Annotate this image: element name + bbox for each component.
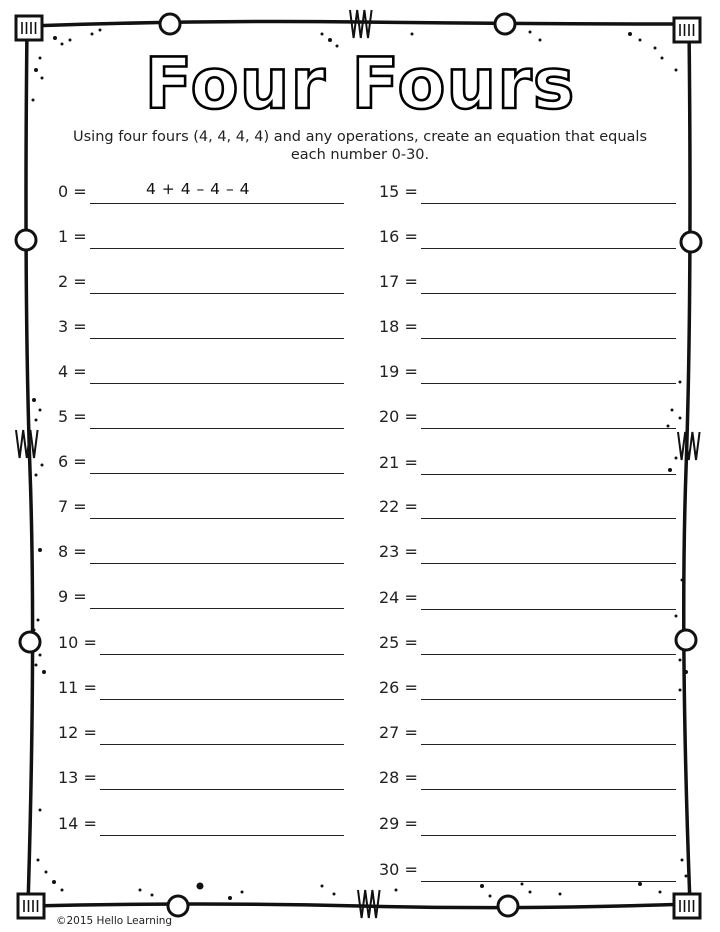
zigzag-icon	[350, 10, 372, 38]
equation-row	[379, 721, 679, 745]
border-right-line	[684, 26, 690, 904]
scatter-dot	[61, 889, 64, 892]
equation-row	[379, 586, 679, 610]
scatter-dot	[39, 809, 42, 812]
page-title: Four Fours	[144, 43, 576, 125]
instructions-text: Using four fours (4, 4, 4, 4) and any operations, create an equation that equals each number 0-30.	[73, 129, 647, 163]
scatter-dot	[91, 33, 94, 36]
scatter-dot	[529, 891, 532, 894]
answer-blank[interactable]	[90, 293, 344, 294]
answer-blank[interactable]	[90, 338, 344, 339]
scatter-dot	[675, 615, 678, 618]
border-circle-icon	[160, 14, 180, 34]
answer-blank[interactable]	[421, 789, 676, 790]
scatter-dot	[42, 670, 46, 674]
number-label: 25 =	[379, 633, 418, 652]
answer-blank[interactable]	[90, 608, 344, 609]
number-label: 24 =	[379, 588, 418, 607]
equation-row	[58, 540, 358, 564]
equation-row	[379, 540, 679, 564]
zigzag-icon	[358, 890, 380, 918]
equation-row	[379, 180, 679, 204]
equation-row	[58, 631, 358, 655]
scatter-dot	[35, 419, 38, 422]
scatter-dot	[521, 883, 524, 886]
number-label: 27 =	[379, 723, 418, 742]
number-label: 29 =	[379, 814, 418, 833]
scatter-dot	[395, 889, 398, 892]
number-label: 3 =	[58, 317, 87, 336]
answer-blank[interactable]	[90, 563, 344, 564]
scatter-dot	[684, 670, 688, 674]
equation-row	[58, 812, 358, 836]
answer-blank[interactable]	[100, 789, 344, 790]
equation-row	[379, 631, 679, 655]
equation-row	[379, 270, 679, 294]
number-label: 19 =	[379, 362, 418, 381]
scatter-dot	[39, 409, 42, 412]
scatter-dot	[559, 893, 562, 896]
number-label: 28 =	[379, 768, 418, 787]
scatter-dot	[411, 33, 414, 36]
equation-row	[379, 360, 679, 384]
answer-blank[interactable]	[421, 428, 676, 429]
number-label: 5 =	[58, 407, 87, 426]
number-label: 7 =	[58, 497, 87, 516]
scatter-dot	[681, 859, 684, 862]
answer-blank[interactable]	[90, 203, 344, 204]
answer-blank[interactable]	[421, 383, 676, 384]
zigzag-icon	[16, 430, 38, 458]
corner-box-icon	[16, 16, 42, 40]
number-label: 22 =	[379, 497, 418, 516]
corner-box-icon	[674, 894, 700, 918]
answer-blank[interactable]	[421, 203, 676, 204]
equation-row	[379, 495, 679, 519]
scatter-dot	[241, 891, 244, 894]
border-circle-icon	[681, 232, 701, 252]
answer-blank[interactable]	[421, 699, 676, 700]
answer-blank[interactable]	[90, 383, 344, 384]
answer-blank[interactable]	[421, 835, 676, 836]
scatter-dot	[628, 32, 632, 36]
scatter-dot	[35, 664, 38, 667]
border-circle-icon	[498, 896, 518, 916]
scatter-dot	[53, 36, 57, 40]
answer-blank[interactable]	[421, 609, 676, 610]
answer-blank[interactable]	[421, 293, 676, 294]
number-label: 6 =	[58, 452, 87, 471]
equation-row	[58, 405, 358, 429]
number-label: 11 =	[58, 678, 97, 697]
scatter-dot	[228, 896, 232, 900]
number-label: 4 =	[58, 362, 87, 381]
scatter-dot	[529, 31, 532, 34]
number-label: 20 =	[379, 407, 418, 426]
number-label: 16 =	[379, 227, 418, 246]
answer-blank[interactable]	[421, 338, 676, 339]
answer-blank[interactable]	[100, 654, 344, 655]
answer-blank[interactable]	[421, 518, 676, 519]
scatter-dot	[638, 882, 642, 886]
equation-row	[58, 270, 358, 294]
equation-row	[58, 585, 358, 609]
number-label: 0 =	[58, 182, 87, 201]
number-label: 30 =	[379, 860, 418, 879]
border-circle-icon	[495, 14, 515, 34]
number-label: 13 =	[58, 768, 97, 787]
scatter-dot	[321, 33, 324, 36]
scatter-dot	[685, 875, 688, 878]
border-circle-icon	[20, 632, 40, 652]
border-circle-icon	[168, 896, 188, 916]
number-label: 21 =	[379, 453, 418, 472]
equation-row	[58, 721, 358, 745]
scatter-dot	[38, 548, 42, 552]
border-left-line	[26, 28, 33, 905]
number-label: 17 =	[379, 272, 418, 291]
scatter-dot	[35, 474, 38, 477]
equation-row	[58, 450, 358, 474]
equation-row	[379, 766, 679, 790]
scatter-dot	[32, 398, 36, 402]
scatter-dot	[41, 464, 44, 467]
equation-row	[379, 812, 679, 836]
scatter-dot	[33, 629, 36, 632]
equation-row	[379, 676, 679, 700]
corner-box-icon	[18, 894, 44, 918]
scatter-dot	[45, 871, 48, 874]
number-label: 8 =	[58, 542, 87, 561]
border-circle-icon	[16, 230, 36, 250]
scatter-dot	[333, 893, 336, 896]
answer-blank[interactable]	[421, 474, 676, 475]
answer-blank[interactable]	[421, 744, 676, 745]
number-label: 10 =	[58, 633, 97, 652]
border-circle-icon	[676, 630, 696, 650]
equation-row	[58, 676, 358, 700]
scatter-dot	[52, 880, 56, 884]
equation-row	[379, 405, 679, 429]
answer-blank[interactable]	[100, 744, 344, 745]
scatter-dot	[99, 29, 102, 32]
scatter-dot	[197, 883, 204, 890]
scatter-dot	[679, 659, 682, 662]
scatter-dot	[659, 891, 662, 894]
answer-blank[interactable]	[421, 881, 676, 882]
corner-box-icon	[674, 18, 700, 42]
equation-row	[58, 360, 358, 384]
equation-row	[379, 315, 679, 339]
scatter-dot	[37, 859, 40, 862]
number-label: 9 =	[58, 587, 87, 606]
scatter-dot	[489, 895, 492, 898]
scatter-dot	[321, 885, 324, 888]
number-label: 18 =	[379, 317, 418, 336]
copyright-footer: ©2015 Hello Learning	[56, 915, 173, 927]
answer-blank[interactable]	[90, 248, 344, 249]
scatter-dot	[681, 579, 684, 582]
equation-row	[379, 225, 679, 249]
number-label: 2 =	[58, 272, 87, 291]
equation-row	[58, 766, 358, 790]
number-label: 26 =	[379, 678, 418, 697]
answer-blank[interactable]	[100, 835, 344, 836]
equation-row	[379, 451, 679, 475]
number-label: 23 =	[379, 542, 418, 561]
scatter-dot	[139, 889, 142, 892]
equation-row	[58, 225, 358, 249]
answer-text: 4 + 4 – 4 – 4	[146, 180, 250, 198]
answer-blank[interactable]	[421, 563, 676, 564]
number-label: 12 =	[58, 723, 97, 742]
number-label: 1 =	[58, 227, 87, 246]
number-label: 15 =	[379, 182, 418, 201]
equation-row	[58, 315, 358, 339]
scatter-dot	[39, 654, 42, 657]
number-label: 14 =	[58, 814, 97, 833]
equation-row	[58, 180, 358, 204]
answer-blank[interactable]	[90, 428, 344, 429]
answer-blank[interactable]	[421, 654, 676, 655]
answer-blank[interactable]	[100, 699, 344, 700]
scatter-dot	[37, 619, 40, 622]
equation-row	[379, 858, 679, 882]
answer-blank[interactable]	[421, 248, 676, 249]
answer-blank[interactable]	[90, 473, 344, 474]
answer-blank[interactable]	[90, 518, 344, 519]
equation-row	[58, 495, 358, 519]
scatter-dot	[480, 884, 484, 888]
scatter-dot	[151, 894, 154, 897]
